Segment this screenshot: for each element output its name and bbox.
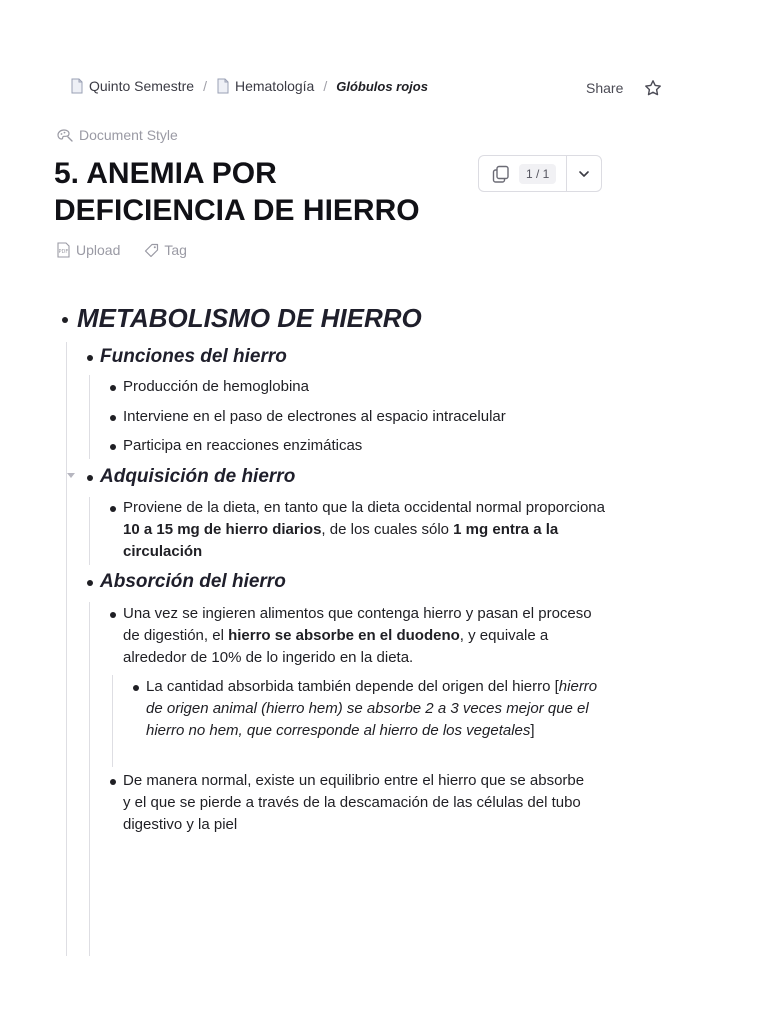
text-run: La cantidad absorbida también depende del origen del hierro [ bbox=[146, 678, 559, 695]
breadcrumb-current-label: Glóbulos rojos bbox=[336, 78, 428, 94]
list-item: Producción de hemoglobina bbox=[123, 378, 309, 395]
bullet bbox=[110, 385, 116, 391]
text-bold: hierro se absorbe en el duodeno bbox=[228, 627, 460, 644]
bullet bbox=[110, 415, 116, 421]
collapse-toggle-icon[interactable] bbox=[67, 473, 75, 478]
heading-adquisicion: Adquisición de hierro bbox=[100, 466, 296, 487]
breadcrumb-label: Hematología bbox=[234, 78, 315, 94]
document-style-label: Document Style bbox=[79, 127, 178, 143]
text-run: Proviene de la dieta, en tanto que la dieta occidental normal proporciona bbox=[123, 499, 605, 516]
paragraph-origen-hierro bbox=[146, 676, 606, 742]
heading-metabolismo: METABOLISMO DE HIERRO bbox=[77, 303, 422, 333]
bullet bbox=[87, 475, 93, 481]
svg-text:PDF: PDF bbox=[58, 249, 69, 255]
bullet bbox=[110, 506, 116, 512]
heading-absorcion: Absorción del hierro bbox=[100, 571, 286, 592]
indent-guide bbox=[89, 602, 90, 956]
paragraph-adquisicion bbox=[123, 497, 613, 563]
text-run: Una vez se ingieren alimentos que contenga hierro y pasan el proceso de digestión, el bbox=[123, 605, 592, 644]
text-bold: 10 a 15 mg de hierro diarios bbox=[123, 521, 322, 538]
indent-guide bbox=[89, 375, 90, 459]
version-count: 1 / 1 bbox=[519, 164, 556, 184]
list-item: Interviene en el paso de electrones al espacio intracelular bbox=[123, 408, 506, 425]
page-title-line: 5. ANEMIA POR bbox=[54, 157, 277, 190]
text-run: , y equivale a alrededor de 10% de lo ingerido en la dieta. bbox=[123, 627, 549, 666]
text-run: ] bbox=[530, 722, 535, 739]
bullet bbox=[110, 612, 116, 618]
text-italic: hierro de origen animal (hierro hem) se absorbe 2 a 3 veces mejor que el hierro no hem, que corresponde al hierro de los vegetales bbox=[146, 678, 598, 739]
bullet bbox=[110, 779, 116, 785]
page-title-line: DEFICIENCIA DE HIERRO bbox=[54, 194, 420, 227]
tag-label: Tag bbox=[164, 242, 187, 258]
paragraph-equilibrio: De manera normal, existe un equilibrio entre el hierro que se absorbe y el que se pierde a través de la descamación de las células del tubo digestivo y la piel bbox=[123, 772, 585, 833]
share-button[interactable]: Share bbox=[586, 80, 624, 96]
breadcrumb-separator: / bbox=[203, 78, 207, 94]
bullet bbox=[110, 444, 116, 450]
list-item: Participa en reacciones enzimáticas bbox=[123, 437, 363, 454]
paragraph-absorcion bbox=[123, 603, 593, 669]
breadcrumb-label: Quinto Semestre bbox=[89, 78, 195, 94]
indent-guide bbox=[112, 675, 113, 767]
bullet bbox=[133, 685, 139, 691]
bullet bbox=[87, 580, 93, 586]
indent-guide bbox=[66, 342, 67, 956]
heading-funciones: Funciones del hierro bbox=[100, 346, 287, 367]
breadcrumb-separator: / bbox=[323, 78, 328, 94]
upload-label: Upload bbox=[76, 242, 121, 258]
bullet bbox=[87, 355, 93, 361]
indent-guide bbox=[89, 497, 90, 565]
text-bold: 1 mg entra a la circulación bbox=[123, 521, 559, 560]
bullet bbox=[62, 317, 68, 323]
text-run: , de los cuales sólo bbox=[321, 521, 454, 538]
